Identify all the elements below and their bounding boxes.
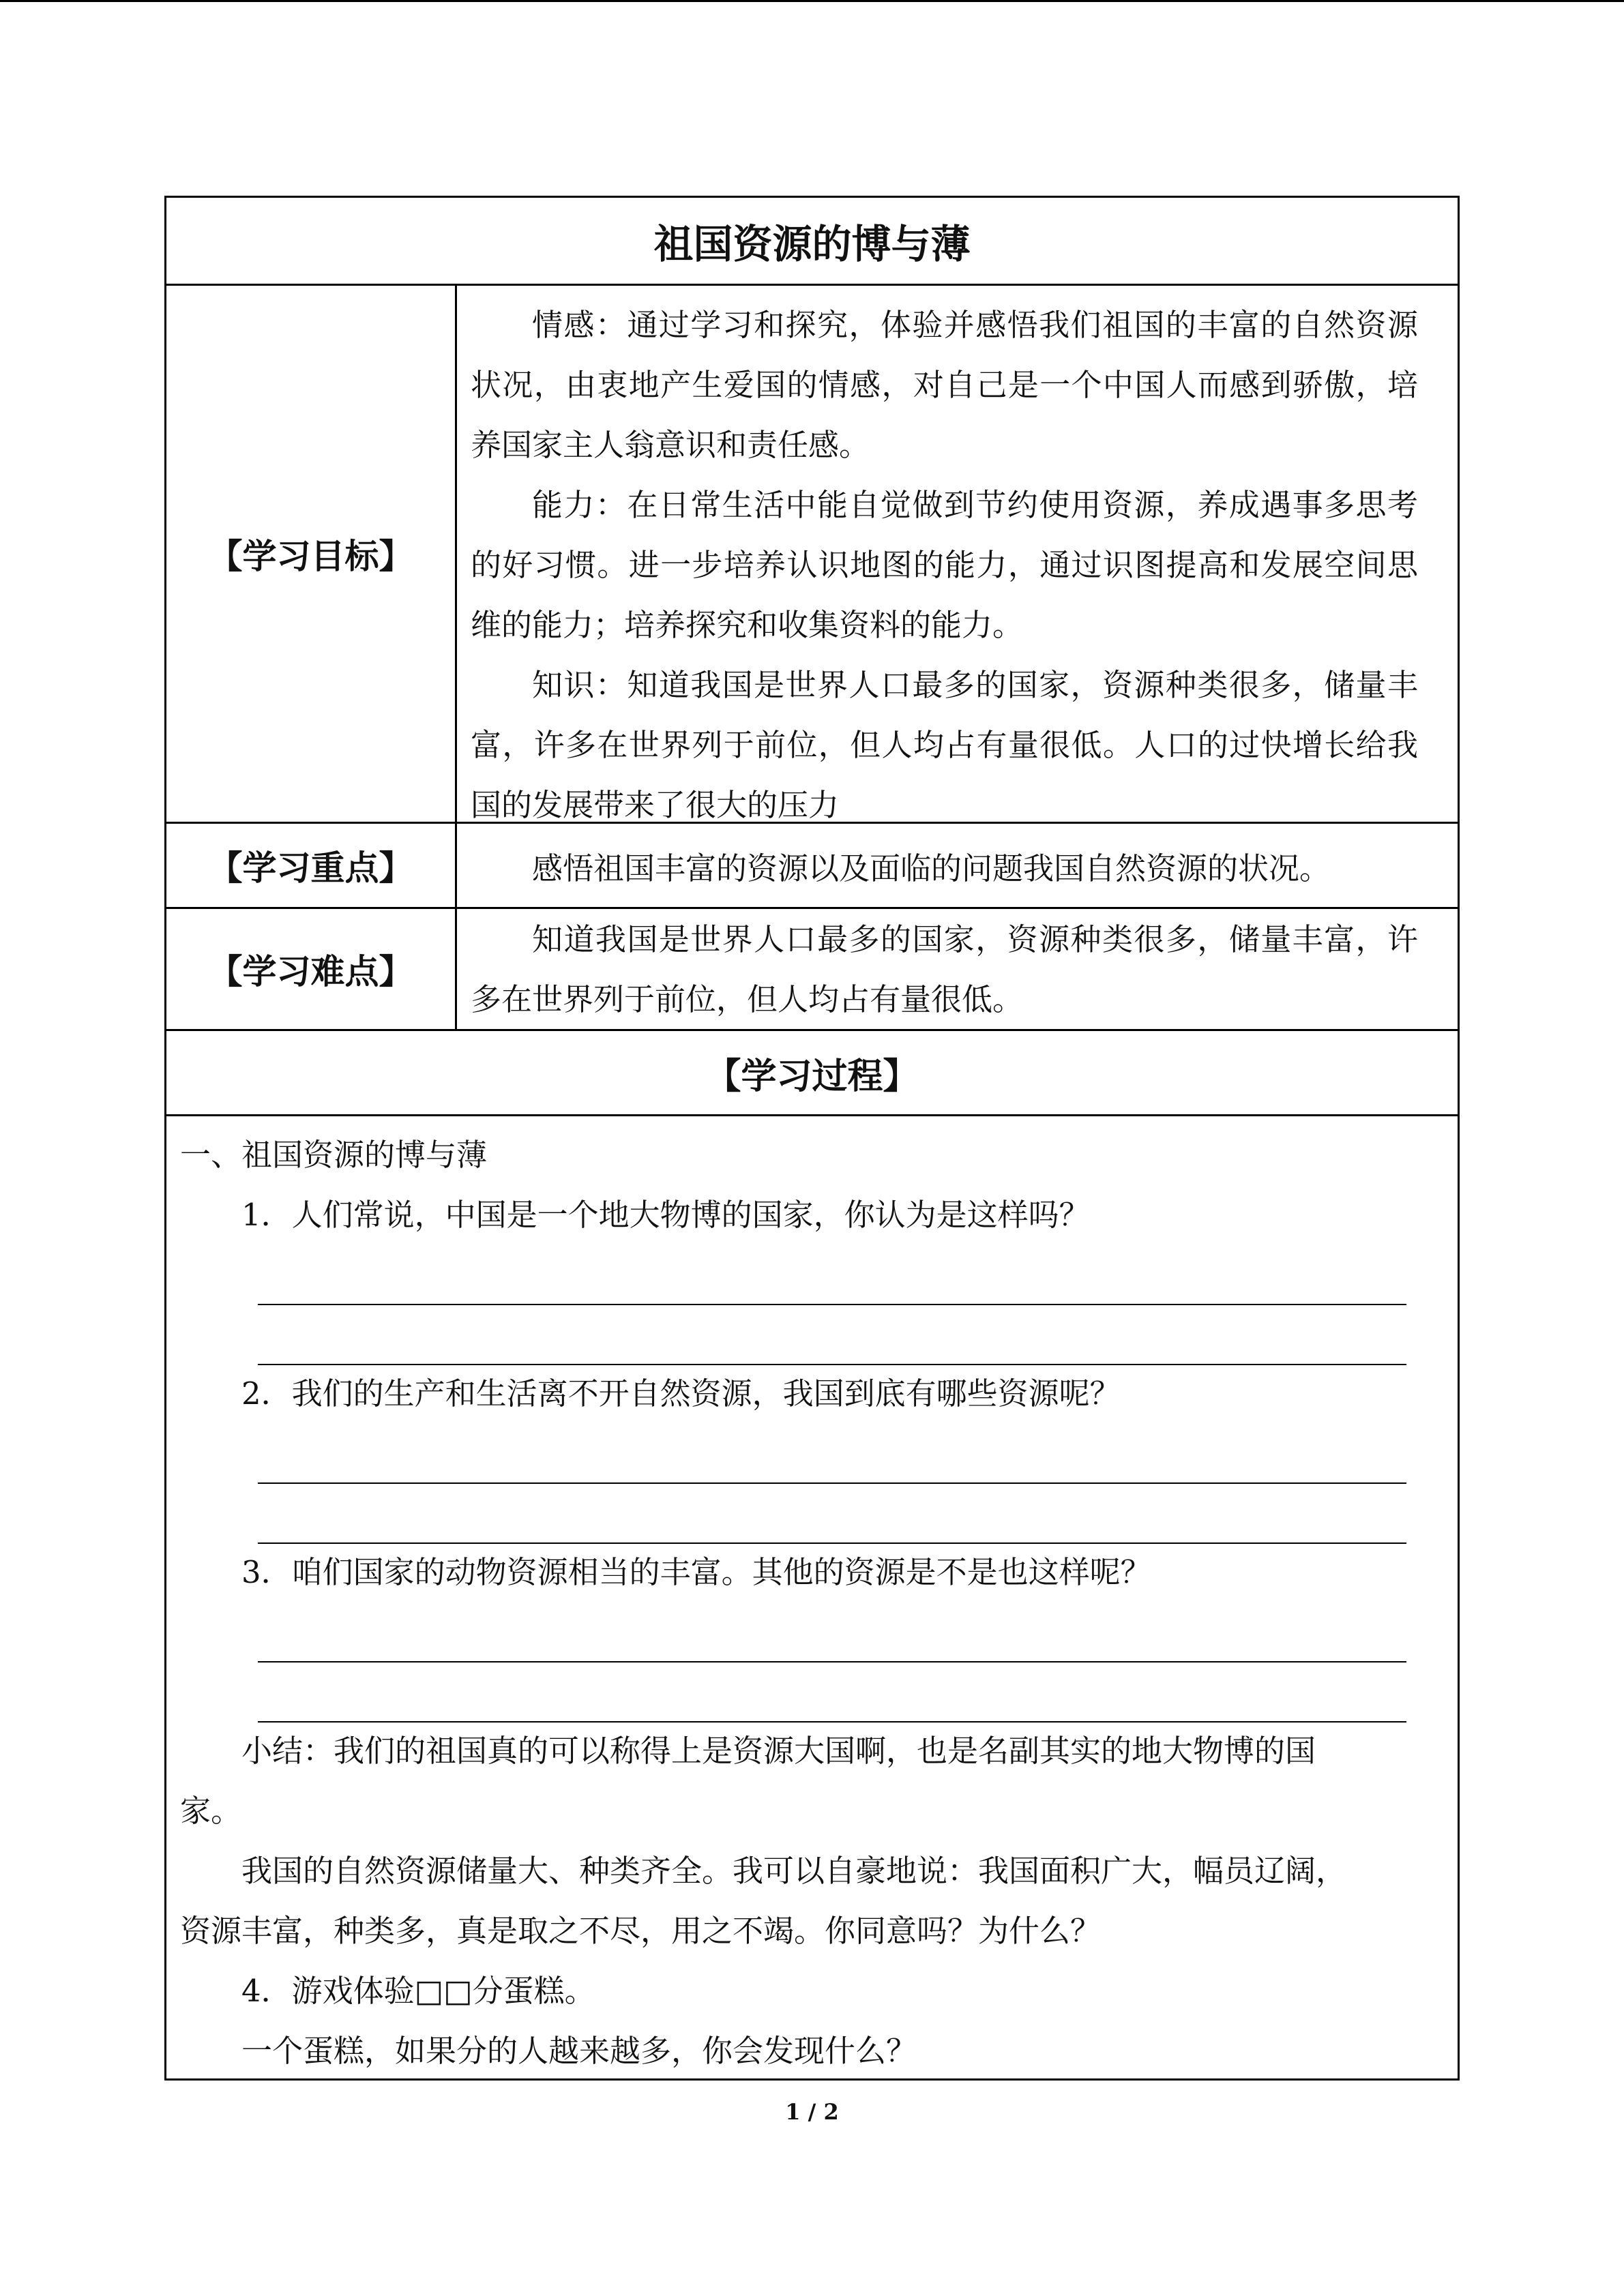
question-2: 2．我们的生产和生活离不开自然资源，我国到底有哪些资源呢？ bbox=[241, 1375, 1121, 1412]
page-title: 祖国资源的博与薄 bbox=[653, 221, 971, 267]
difficulties-text: 知道我国是世界人口最多的国家，资源种类很多，储量丰富，许多在世界列于前位，但人均占有量很低。 bbox=[471, 921, 1418, 1017]
summary-line-2: 家。 bbox=[180, 1793, 242, 1829]
key-points-content bbox=[457, 839, 1458, 899]
objective-knowledge: 知识：知道我国是世界人口最多的国家，资源种类很多，储量丰富，许多在世界列于前位，但人均占有量很低。人口的过快增长给我国的发展带来了很大的压力 bbox=[471, 667, 1418, 823]
page-number: 1 / 2 bbox=[785, 2099, 839, 2125]
question-3: 3．咱们国家的动物资源相当的丰富。其他的资源是不是也这样呢？ bbox=[241, 1554, 1151, 1590]
difficulties-label: 【学习难点】 bbox=[208, 951, 413, 992]
answer-line bbox=[258, 1482, 1406, 1484]
objectives-label: 【学习目标】 bbox=[208, 536, 413, 576]
key-points-text: 感悟祖国丰富的资源以及面临的问题我国自然资源的状况。 bbox=[532, 850, 1331, 886]
question-1: 1．人们常说，中国是一个地大物博的国家，你认为是这样吗？ bbox=[241, 1197, 1090, 1233]
objective-emotion: 情感：通过学习和探究，体验并感悟我们祖国的丰富的自然资源状况，由衷地产生爱国的情感，对自己是一个中国人而感到骄傲，培养国家主人翁意识和责任感。 bbox=[471, 307, 1418, 463]
summary-line-1: 小结：我们的祖国真的可以称得上是资源大国啊，也是名副其实的地大物博的国 bbox=[241, 1733, 1316, 1769]
paragraph-line-1: 我国的自然资源储量大、种类齐全。我可以自豪地说：我国面积广大，幅员辽阔， bbox=[241, 1853, 1347, 1889]
column-divider bbox=[455, 284, 457, 1031]
top-border bbox=[0, 0, 1624, 2]
objectives-content bbox=[457, 295, 1458, 835]
question-4: 4．游戏体验□□分蛋糕。 bbox=[241, 1973, 595, 2009]
answer-line bbox=[258, 1304, 1406, 1305]
row-divider bbox=[166, 1114, 1458, 1116]
key-points-label: 【学习重点】 bbox=[208, 848, 413, 888]
answer-line bbox=[258, 1661, 1406, 1663]
question-4-prompt: 一个蛋糕，如果分的人越来越多，你会发现什么？ bbox=[241, 2033, 917, 2069]
worksheet-table bbox=[164, 196, 1460, 2081]
objective-ability: 能力：在日常生活中能自觉做到节约使用资源，养成遇事多思考的好习惯。进一步培养认识地图的能力，通过识图提高和发展空间思维的能力；培养探究和收集资料的能力。 bbox=[471, 487, 1418, 643]
paragraph-line-2: 资源丰富，种类多，真是取之不尽，用之不竭。你同意吗？为什么？ bbox=[180, 1913, 1102, 1949]
difficulties-content bbox=[457, 910, 1458, 1030]
process-heading: 【学习过程】 bbox=[705, 1055, 919, 1097]
section-title: 一、祖国资源的博与薄 bbox=[180, 1137, 488, 1173]
